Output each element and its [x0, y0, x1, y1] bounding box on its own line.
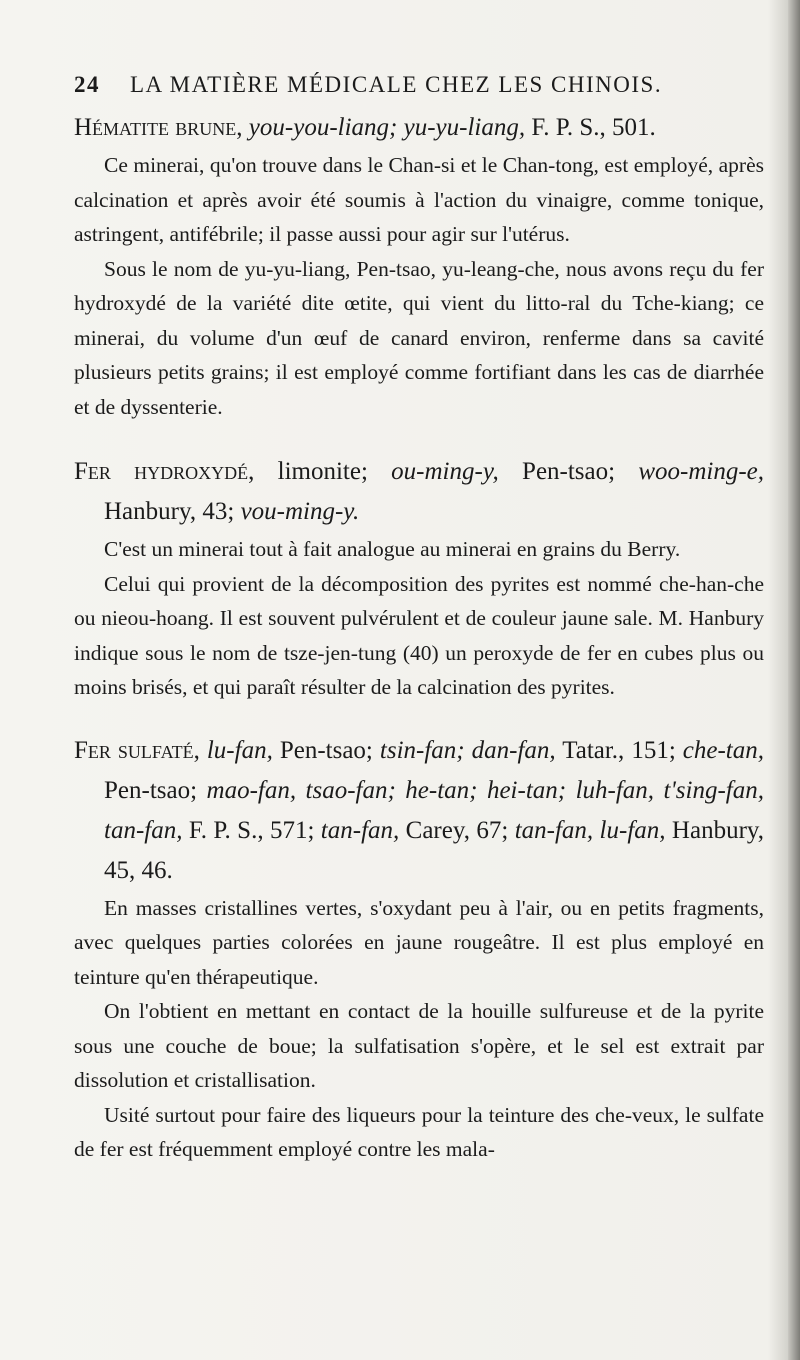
heading-text: ,: [236, 114, 249, 141]
paragraph: Celui qui provient de la décomposition des pyrites est nommé che-han-che ou nieou-hoang. Il est souvent pulvérulent et de couleur jaune sale. M. Hanbury indique sous le nom de tsze-jen-tung (40) un peroxyde de fer en cubes plus ou moins brisés, et qui paraît résulter de la calcination des pyrites.: [74, 571, 764, 699]
heading-reference: Pen-tsao;: [498, 458, 639, 485]
heading-reference: Hanbury, 45, 46.: [104, 816, 765, 884]
heading-chinese-names: tan-fan, lu-fan,: [514, 816, 666, 844]
page-spine-edge: [788, 0, 800, 1360]
entry-heading-fer-sulfate: [74, 731, 764, 891]
running-header: [74, 72, 764, 108]
heading-reference: Tatar., 151;: [555, 736, 683, 764]
heading-chinese-names: lu-fan,: [206, 736, 273, 764]
heading-text: , limonite;: [248, 458, 392, 485]
running-title: LA MATIÈRE MÉDICALE CHEZ LES CHINOIS.: [130, 72, 663, 97]
entry-heading-fer-hydroxyde: [74, 452, 764, 532]
heading-chinese-names: vou-ming-y.: [240, 498, 360, 525]
heading-chinese-names: che-tan,: [682, 736, 764, 764]
page-number: 24: [74, 72, 100, 97]
paragraph: On l'obtient en mettant en contact de la houille sulfureuse et de la pyrite sous une couche de boue; la sulfatisation s'opère, et le sel est extrait par dissolution et cristallisation.: [74, 999, 764, 1092]
heading-chinese-names: ou-ming-y,: [391, 458, 499, 485]
paragraph: En masses cristallines vertes, s'oxydant peu à l'air, ou en petits fragments, avec quelques parties colorées en jaune rougeâtre. Il est plus employé en teinture qu'en thérapeutique.: [74, 895, 764, 989]
entry-heading-hematite: [74, 108, 764, 148]
heading-chinese-names: you-you-liang; yu-yu-liang,: [248, 114, 526, 141]
entry-term: Fer sulfaté: [74, 736, 194, 764]
heading-reference: Carey, 67;: [399, 816, 515, 844]
paragraph: Sous le nom de yu-yu-liang, Pen-tsao, yu-leang-che, nous avons reçu du fer hydroxydé de la variété dite œtite, qui vient du litto-ral du Tche-kiang; ce minerai, du volume d'un œuf de canard environ, renferme dans sa cavité plusieurs petits grains; il est employé comme fortifiant dans les cas de diarrhée et de dyssenterie.: [74, 256, 764, 419]
heading-reference: F. P. S., 571;: [182, 816, 321, 844]
heading-chinese-names: mao-fan, tsao-fan; he-tan; hei-tan; luh-fan, t'sing-fan, tan-fan,: [104, 776, 764, 844]
heading-text: ,: [193, 736, 207, 764]
entry-term: Hématite brune: [74, 114, 237, 141]
paragraph: Usité surtout pour faire des liqueurs pour la teinture des che-veux, le sulfate de fer est fréquemment employé contre les mala-: [74, 1102, 764, 1161]
paragraph: C'est un minerai tout à fait analogue au minerai en grains du Berry.: [104, 537, 681, 561]
heading-reference: Pen-tsao;: [272, 736, 380, 764]
entry-term: Fer hydroxydé: [74, 458, 249, 485]
heading-reference: Hanbury, 43;: [104, 498, 241, 525]
heading-reference: F. P. S., 501.: [525, 114, 656, 141]
heading-chinese-names: tsin-fan; dan-fan,: [379, 736, 556, 764]
heading-chinese-names: tan-fan,: [320, 816, 400, 844]
heading-reference: Pen-tsao;: [104, 776, 207, 804]
page-content: [74, 72, 764, 1167]
paragraph: Ce minerai, qu'on trouve dans le Chan-si et le Chan-tong, est employé, après calcination et après avoir été soumis à l'action du vinaigre, comme tonique, astringent, antifébrile; il passe aussi pour agir sur l'utérus.: [74, 153, 764, 246]
heading-chinese-names: woo-ming-e,: [638, 458, 764, 485]
